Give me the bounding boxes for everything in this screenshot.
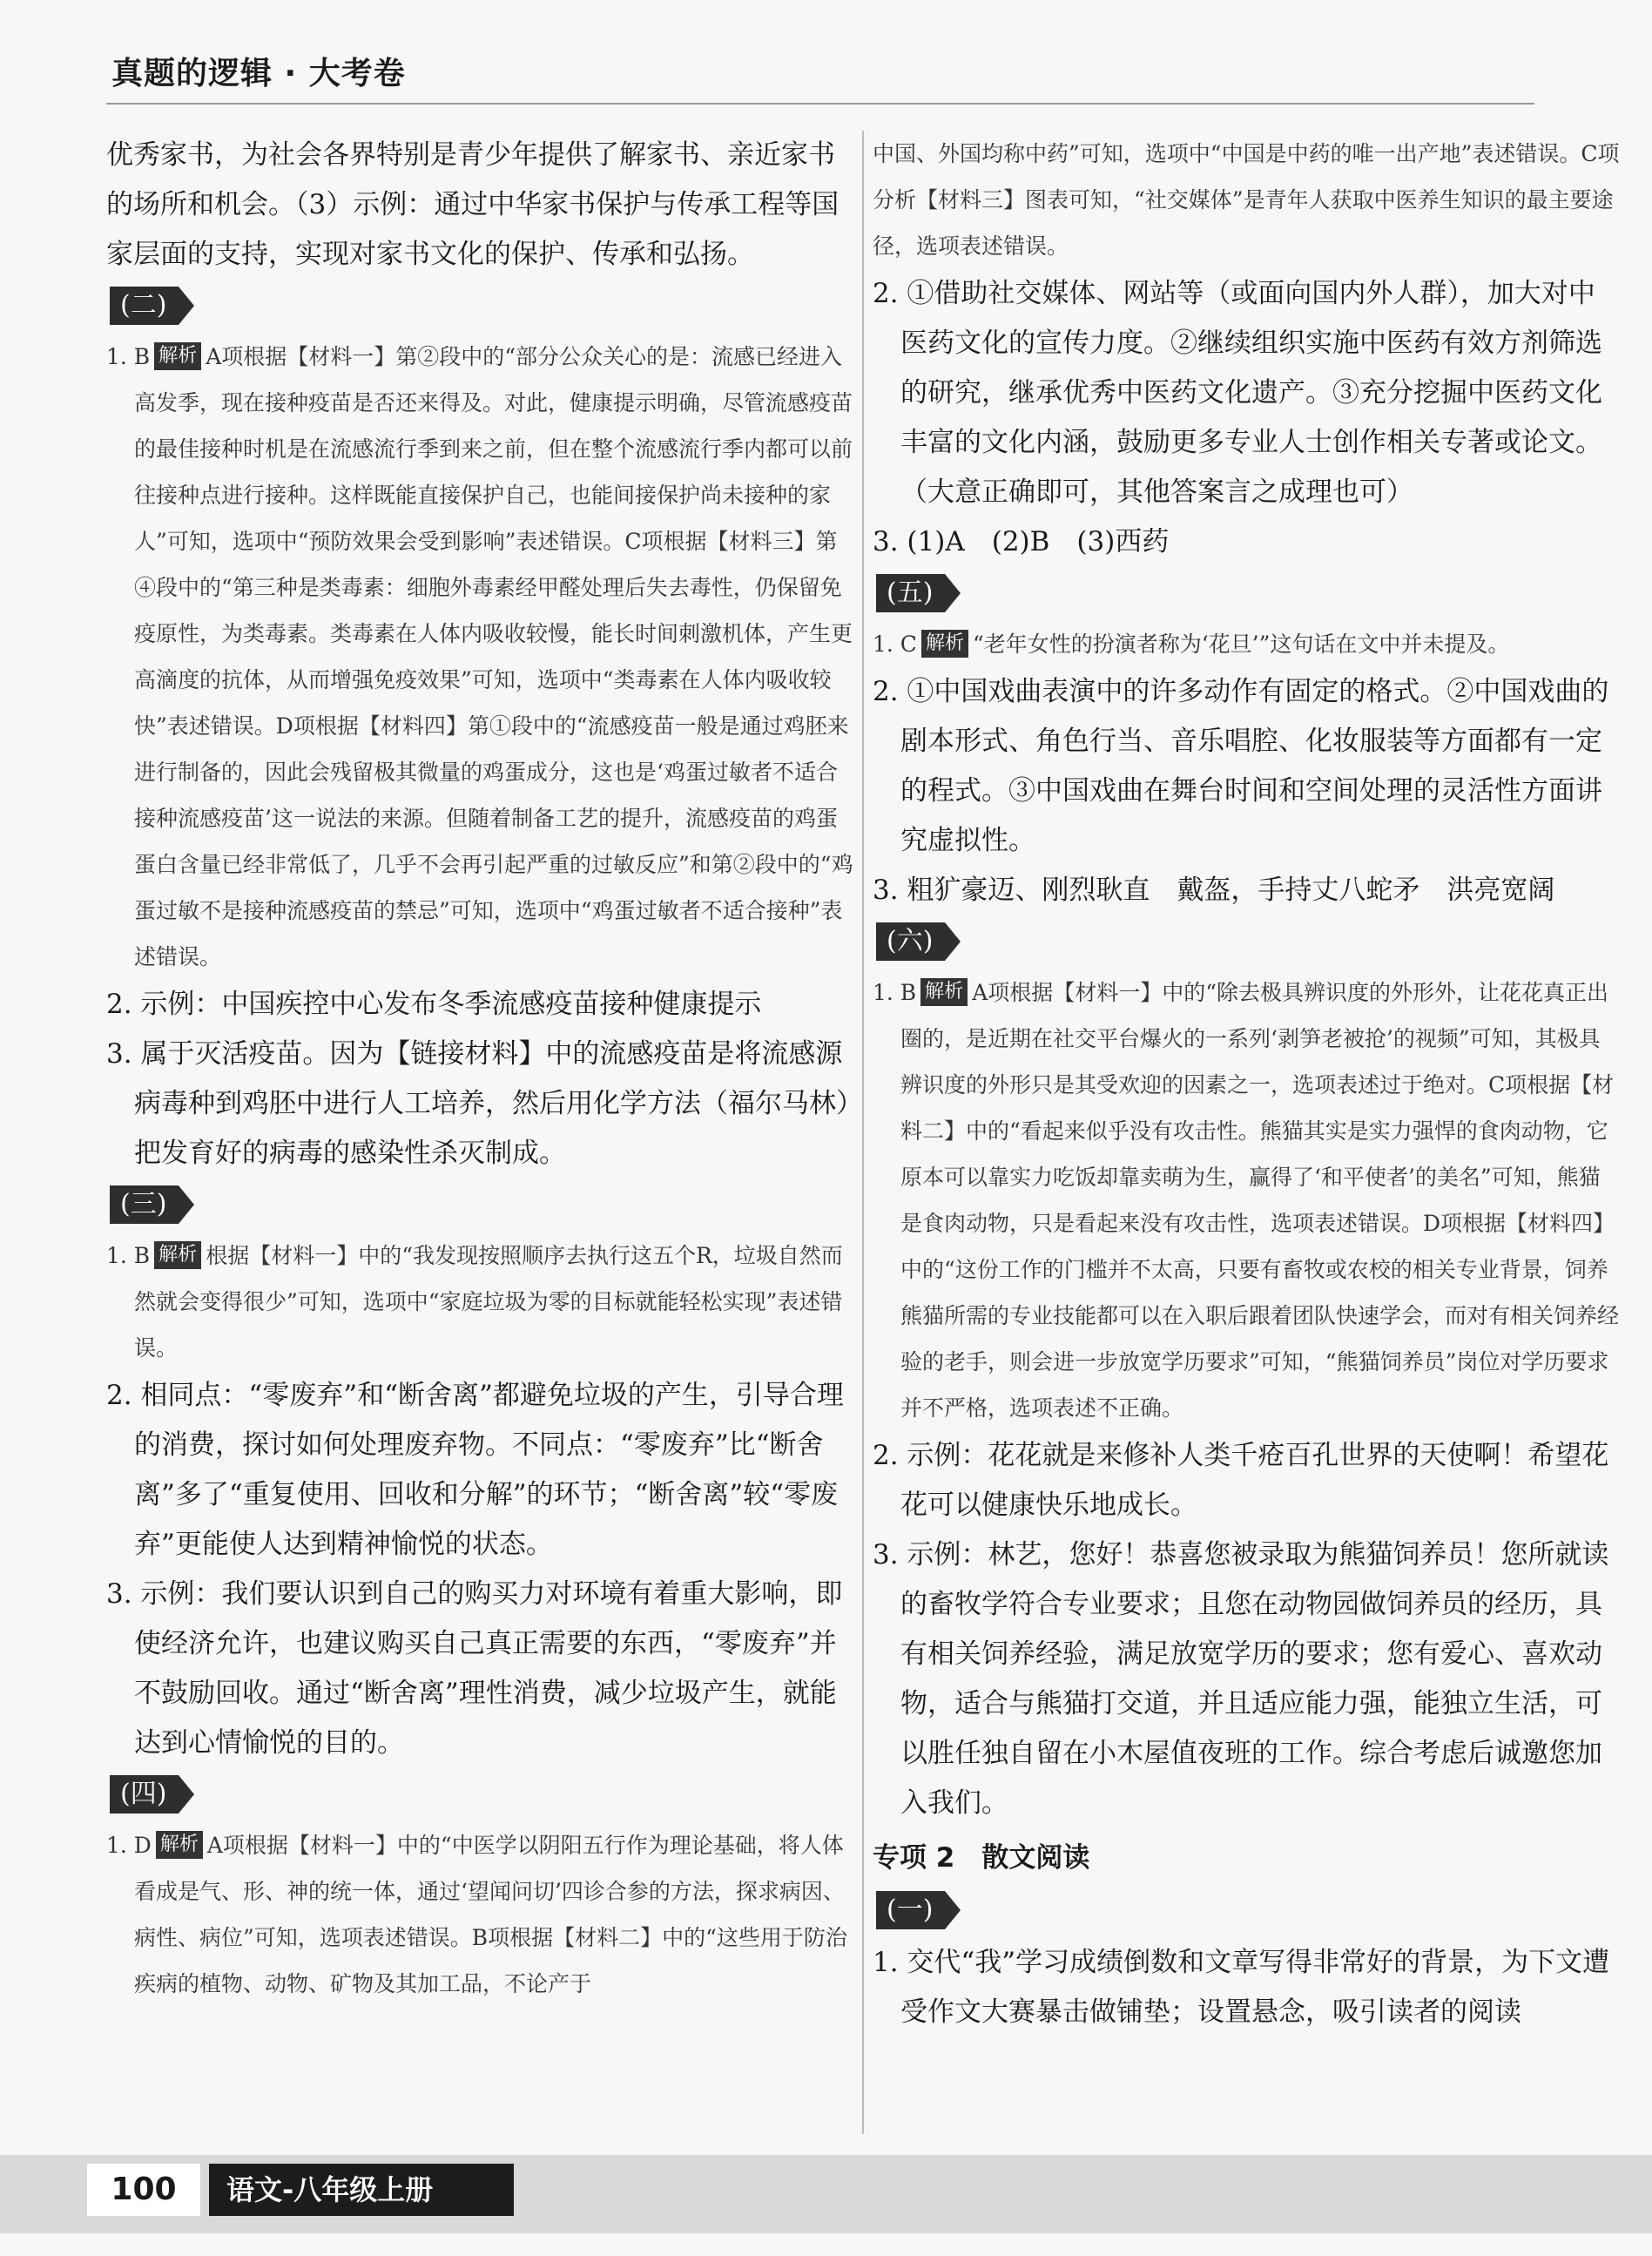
answer-item: 1. C 解析 “老年女性的扮演者称为‘花旦’”这句话在文中并未提及。 — [873, 632, 1510, 657]
analysis-tag: 解析 — [154, 1241, 201, 1269]
answer-text: 中国、外国均称中药”可知，选项中“中国是中药的唯一出产地”表述错误。C项分析【材料三】图表可知，“社交媒体”是青年人获取中医养生知识的最主要途径，选项表述错误。 — [873, 141, 1620, 259]
special-topic-heading: 专项 2 散文阅读 — [873, 1842, 1090, 1874]
answer-item: 1. B 解析 根据【材料一】中的“我发现按照顺序去执行这五个R，垃圾自然而然就会变得很少”可知，选项中“家庭垃圾为零的目标就能轻松实现”表述错误。 — [106, 1243, 843, 1361]
section-heading: (六) — [876, 922, 1622, 963]
answer-item: 1. B 解析 A项根据【材料一】中的“除去极具辨识度的外形外，让花花真正出圈的，是近期在社交平台爆火的一系列‘剥笋老被抢’的视频”可知，其极具辨识度的外形只是其受欢迎的因素之一，选项表述过于绝对。C项根据【材料二】中的“看起来似乎没有攻击性。熊猫其实是实力强悍的食肉动物，它原本可以靠实力吃饭却靠卖萌为生，赢得了‘和平使者’的美名”可知，熊猫是食肉动物，只是看起来没有攻击性，选项表述错误。D项根据【材料四】中的“这份工作的门槛并不太高，只要有畜牧或农校的相关专业背景，饲养熊猫所需的专业技能都可以在入职后跟着团队快速学会，而对有相关饲养经验的老手，则会进一步放宽学历要求”可知，“熊猫饲养员”岗位对学历要求并不严格，选项表述不正确。 — [873, 980, 1620, 1421]
answer-item: 3. 属于灭活疫苗。因为【链接材料】中的流感疫苗是将流感源病毒种到鸡胚中进行人工培养，然后用化学方法（福尔马林）把发育好的病毒的感染性杀灭制成。 — [106, 1038, 850, 1169]
header-rule — [106, 103, 1534, 105]
analysis-tag: 解析 — [156, 1831, 203, 1859]
right-column — [873, 131, 1622, 2037]
answer-item: 2. 示例：中国疾控中心发布冬季流感疫苗接种健康提示 — [106, 989, 762, 1020]
section-heading: (二) — [110, 287, 855, 327]
answer-item: 2. 示例：花花就是来修补人类千疮百孔世界的天使啊！希望花花可以健康快乐地成长。 — [873, 1440, 1609, 1521]
section-heading: (一) — [876, 1891, 1622, 1931]
answer-item: 3. (1)A (2)B (3)西药 — [873, 526, 1170, 557]
left-column — [106, 131, 855, 2007]
answer-item: 2. ①中国戏曲表演中的许多动作有固定的格式。②中国戏曲的剧本形式、角色行当、音乐唱腔、化妆服装等方面都有一定的程式。③中国戏曲在舞台时间和空间处理的灵活性方面讲究虚拟性。 — [873, 676, 1609, 856]
answer-item: 1. D 解析 A项根据【材料一】中的“中医学以阴阳五行作为理论基础，将人体看成是气、形、神的统一体，通过‘望闻问切’四诊合参的方法，探求病因、病性、病位”可知，选项表述错误。B项根据【材料二】中的“这些用于防治疾病的植物、动物、矿物及其加工品，不论产于 — [106, 1833, 847, 1996]
answer-item: 3. 示例：我们要认识到自己的购买力对环境有着重大影响，即使经济允许，也建议购买自己真正需要的东西，“零废弃”并不鼓励回收。通过“断舍离”理性消费，减少垃圾产生，就能达到心情愉悦的目的。 — [106, 1578, 843, 1759]
page-number: 100 — [87, 2164, 200, 2216]
section-heading: (三) — [110, 1185, 855, 1226]
column-divider — [862, 131, 864, 2134]
analysis-tag: 解析 — [154, 342, 201, 370]
section-heading: (四) — [110, 1775, 855, 1815]
section-heading: (五) — [876, 574, 1622, 614]
answer-item: 2. 相同点：“零废弃”和“断舍离”都避免垃圾的产生，引导合理的消费，探讨如何处理废弃物。不同点：“零废弃”比“断舍离”多了“重复使用、回收和分解”的环节；“断舍离”较“零废弃”更能使人达到精神愉悦的状态。 — [106, 1380, 844, 1560]
page-header-title: 真题的逻辑 · 大考卷 — [111, 56, 406, 91]
answer-item: 1. B 解析 A项根据【材料一】第②段中的“部分公众关心的是：流感已经进入高发季，现在接种疫苗是否还来得及。对此，健康提示明确，尽管流感疫苗的最佳接种时机是在流感流行季到来之前，但在整个流感流行季内都可以前往接种点进行接种。这样既能直接保护自己，也能间接保护尚未接种的家人”可知，选项中“预防效果会受到影响”表述错误。C项根据【材料三】第④段中的“第三种是类毒素：细胞外毒素经甲醛处理后失去毒性，仍保留免疫原性，为类毒素。类毒素在人体内吸收较慢，能长时间刺激机体，产生更高滴度的抗体，从而增强免疫效果”可知，选项中“类毒素在人体内吸收较快”表述错误。D项根据【材料四】第①段中的“流感疫苗一般是通过鸡胚来进行制备的，因此会残留极其微量的鸡蛋成分，这也是‘鸡蛋过敏者不适合接种流感疫苗’这一说法的来源。但随着制备工艺的提升，流感疫苗的鸡蛋蛋白含量已经非常低了，几乎不会再引起严重的过敏反应”和第②段中的“鸡蛋过敏不是接种流感疫苗的禁忌”可知，选项中“鸡蛋过敏者不适合接种”表述错误。 — [106, 344, 853, 969]
answer-item: 3. 示例：林艺，您好！恭喜您被录取为熊猫饲养员！您所就读的畜牧学符合专业要求；且您在动物园做饲养员的经历，具有相关饲养经验，满足放宽学历的要求；您有爱心、喜欢动物，适合与熊猫打交道，并且适应能力强，能独立生活，可以胜任独自留在小木屋值夜班的工作。综合考虑后诚邀您加入我们。 — [873, 1539, 1609, 1819]
answer-text: 优秀家书，为社会各界特别是青少年提供了解家书、亲近家书的场所和机会。（3）示例：通过中华家书保护与传承工程等国家层面的支持，实现对家书文化的保护、传承和弘扬。 — [106, 139, 839, 270]
analysis-tag: 解析 — [920, 978, 968, 1006]
analysis-tag: 解析 — [921, 630, 968, 658]
answer-item: 2. ①借助社交媒体、网站等（或面向国内外人群），加大对中医药文化的宣传力度。②继续组织实施中医药有效方剂筛选的研究，继承优秀中医药文化遗产。③充分挖掘中医药文化丰富的文化内涵，鼓励更多专业人士创作相关专著或论文。（大意正确即可，其他答案言之成理也可） — [873, 278, 1602, 508]
book-title: 语文-八年级上册 — [209, 2164, 514, 2216]
answer-item: 1. 交代“我”学习成绩倒数和文章写得非常好的背景，为下文遭受作文大赛暴击做铺垫；设置悬念，吸引读者的阅读 — [873, 1947, 1610, 2028]
answer-item: 3. 粗犷豪迈、刚烈耿直 戴盔，手持丈八蛇矛 洪亮宽阔 — [873, 875, 1555, 906]
